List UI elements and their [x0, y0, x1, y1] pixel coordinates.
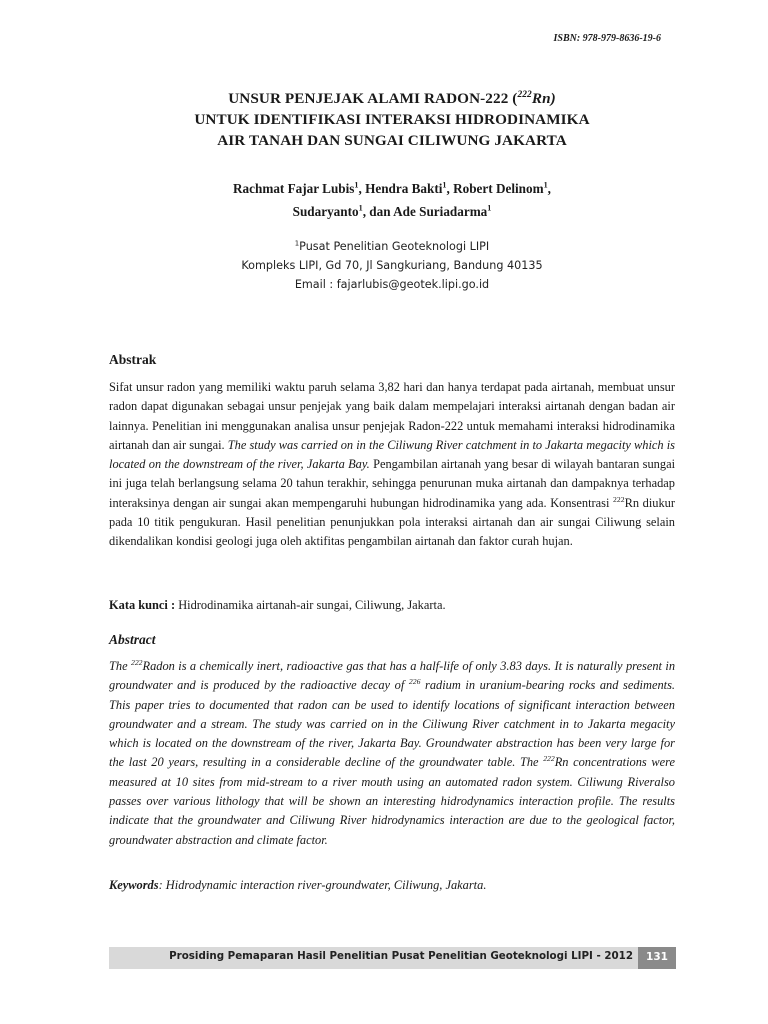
- page-number: 131: [638, 947, 676, 969]
- footer-bar: [109, 947, 676, 969]
- affiliation-address: Kompleks LIPI, Gd 70, Jl Sangkuriang, Bandung 40135: [241, 259, 543, 272]
- title-line-1-tail: Rn): [531, 90, 556, 107]
- author-name: Hendra Bakti: [365, 181, 443, 196]
- abstrak-body: [109, 378, 675, 552]
- author-affiliation-mark: 1: [358, 203, 363, 213]
- abstrak-text-2: Pengambilan airtanah yang besar di wilayah bantaran sungai ini juga telah berlangsung selama 20 tahun terakhir, sehingga penurunan muka airtanah dan dampaknya terhadap interaksinya dengan air sungai akan mempengaruhi hubungan hidrodinamika yang ada. Konsentrasi: [109, 457, 676, 510]
- author-separator: ,: [446, 181, 454, 196]
- abstract-heading: Abstract: [109, 632, 156, 647]
- abstrak-text-3: Rn diukur pada 10 titik pengukuran. Hasil penelitian penunjukkan pola interaksi airtanah dan air sungai Ciliwung selain dikendalikan kondisi geologi juga oleh aktifitas pengambilan airtanah dan faktor curah hujan.: [109, 495, 675, 549]
- author-separator: , dan: [362, 204, 394, 219]
- affiliation-email: Email : fajarlubis@geotek.lipi.go.id: [294, 278, 490, 291]
- keywords-label: Keywords: [109, 878, 159, 892]
- abstrak-superscript: 222: [613, 494, 625, 504]
- kata-kunci: [109, 598, 675, 613]
- abstract-text-2: Radon is a chemically inert, radioactive gas that has a half-life of only 3.83 days. It is naturally present in groundwater and is produced by the radioactive decay of: [109, 659, 676, 693]
- abstract-text-3: radium in uranium-bearing rocks and sediments. This paper tries to documented that radon can be used to identify locations of significant interaction between groundwater and a stream. The study was carried on in the Ciliwung River catchment in to Jakarta megacity which is located on the downstream of the river, Jakarta Bay. Groundwater abstraction has been very large for the last 20 years, resulting in a considerable decline of the groundwater table. The: [109, 678, 675, 770]
- keywords-text: : Hidrodynamic interaction river-groundwater, Ciliwung, Jakarta.: [158, 878, 487, 892]
- author-list: [108, 177, 676, 223]
- title-superscript: 222: [517, 89, 532, 100]
- author-name: Sudaryanto: [292, 204, 359, 219]
- affiliation-mark: 1: [294, 239, 300, 248]
- author-separator: ,: [547, 181, 551, 196]
- title-line-3: AIR TANAH DAN SUNGAI CILIWUNG JAKARTA: [217, 132, 567, 149]
- abstract-superscript-1: 222: [131, 657, 143, 667]
- title-line-2: UNTUK IDENTIFIKASI INTERAKSI HIDRODINAMIKA: [194, 111, 590, 128]
- paper-title: [108, 88, 676, 151]
- author-name: Robert Delinom: [453, 181, 544, 196]
- footer-proceedings-title: Prosiding Pemaparan Hasil Penelitian Pusat Penelitian Geoteknologi LIPI - 2012: [169, 950, 633, 962]
- affiliation-institution: [108, 237, 676, 256]
- abstract-text-1: The: [109, 659, 131, 673]
- author-affiliation-mark: 1: [354, 180, 359, 190]
- institution-name: Pusat Penelitian Geoteknologi LIPI: [299, 240, 490, 253]
- kata-kunci-label: Kata kunci :: [109, 598, 176, 612]
- keywords: [109, 878, 675, 893]
- author-name: Rachmat Fajar Lubis: [233, 181, 355, 196]
- author-name: Ade Suriadarma: [393, 204, 488, 219]
- isbn-label: ISBN: 978-979-8636-19-6: [553, 33, 661, 44]
- author-affiliation-mark: 1: [487, 203, 492, 213]
- abstract-superscript-3: 222: [543, 754, 555, 764]
- author-affiliation-mark: 1: [442, 180, 447, 190]
- abstrak-text-1: Sifat unsur radon yang memiliki waktu paruh selama 3,82 hari dan hanya terdapat pada airtanah, membuat unsur radon dapat digunakan sebagai unsur penjejak yang baik dalam mempelajari interaksi airtanah dengan badan air lainnya. Penelitian ini menggunakan analisa unsur penjejak Radon-222 untuk memahami interaksi hidrodinamika airtanah dan air sungai.: [109, 380, 675, 452]
- author-affiliation-mark: 1: [543, 180, 548, 190]
- abstract-body: [109, 657, 675, 850]
- abstract-text-4: Rn concentrations were measured at 10 sites from mid-stream to a river mouth using an automated radon system. Ciliwung Riveralso passes over various lithology that will be shown an interesting hidrodynamics interaction profile. The results indicate that the groundwater and Ciliwung River hidrodynamics interaction are due to the geological factor, groundwater abstraction and climate factor.: [109, 755, 675, 847]
- abstrak-heading: Abstrak: [109, 352, 157, 367]
- abstrak-text-italic: The study was carried on in the Ciliwung River catchment in to Jakarta megacity which is located on the downstream of the river, Jakarta Bay.: [109, 437, 676, 472]
- title-line-1-text: UNSUR PENJEJAK ALAMI RADON-222 (: [228, 90, 518, 107]
- abstract-superscript-2: 226: [408, 677, 421, 687]
- affiliation-block: [108, 237, 676, 294]
- author-separator: ,: [358, 181, 366, 196]
- kata-kunci-text: Hidrodinamika airtanah-air sungai, Ciliwung, Jakarta.: [175, 598, 446, 612]
- title-line-1: [108, 88, 676, 109]
